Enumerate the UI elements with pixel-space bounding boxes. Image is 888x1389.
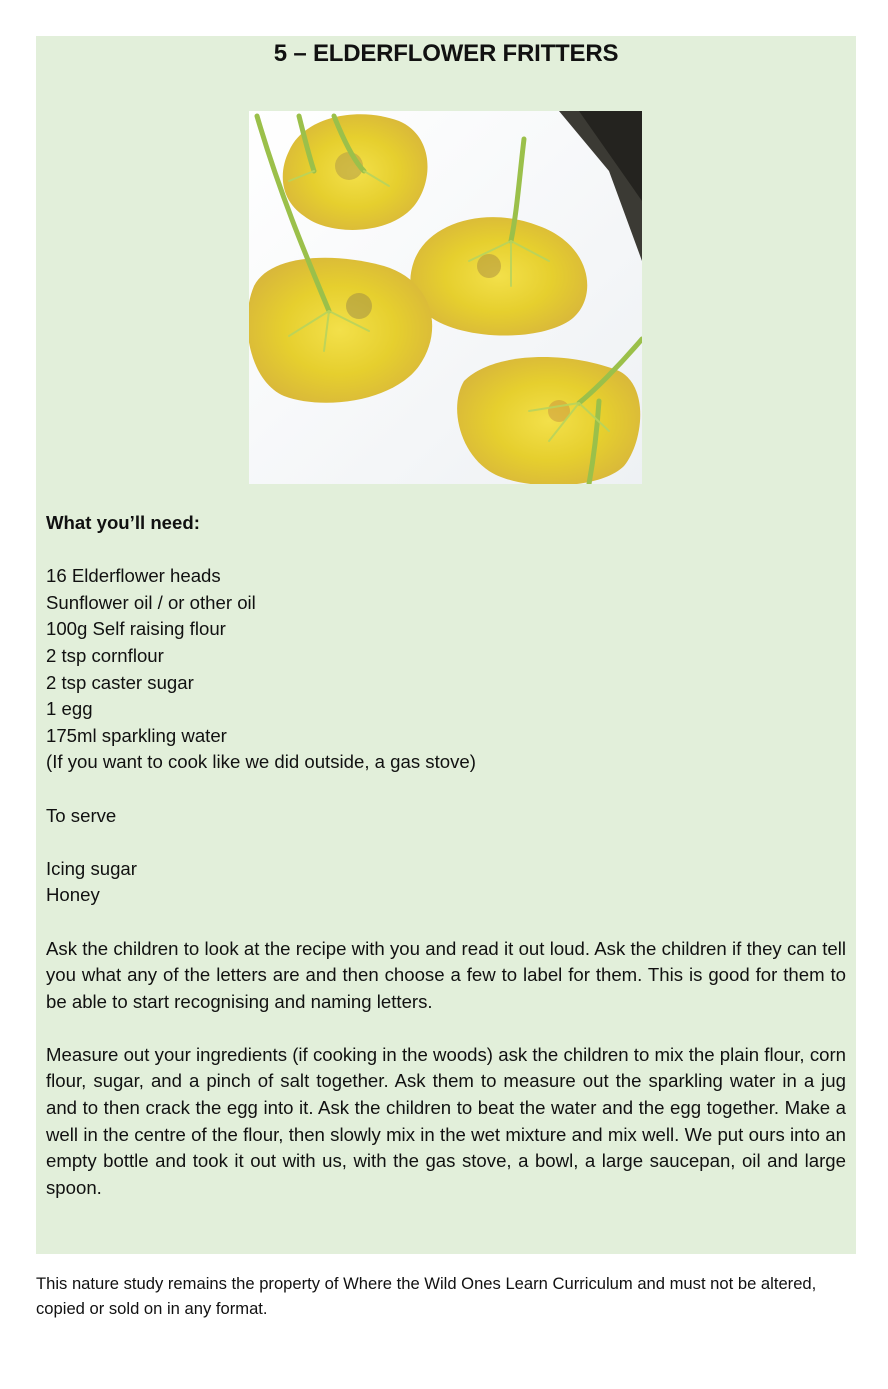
ingredients-list bbox=[46, 563, 846, 776]
list-item: 1 egg bbox=[46, 698, 93, 720]
list-item: 2 tsp caster sugar bbox=[46, 671, 194, 693]
list-item: 16 Elderflower heads bbox=[46, 565, 221, 587]
instruction-paragraph-1: Ask the children to look at the recipe with you and read it out loud. Ask the children if they can tell you what any of the letters are and then choose a few to label for them. This is good for them to be able to start recognising and naming letters. bbox=[46, 937, 846, 1012]
serve-list bbox=[46, 856, 846, 909]
copyright-footer: This nature study remains the property of Where the Wild Ones Learn Curriculum and must not be altered, copied or sold on in any format. bbox=[36, 1274, 817, 1318]
page-title: 5 – ELDERFLOWER FRITTERS bbox=[273, 40, 619, 67]
list-item: Sunflower oil / or other oil bbox=[46, 591, 256, 613]
recipe-content bbox=[46, 510, 846, 1201]
serve-heading: To serve bbox=[46, 804, 117, 826]
list-item: Icing sugar bbox=[46, 857, 137, 879]
list-item: 100g Self raising flour bbox=[46, 618, 226, 640]
list-item: 175ml sparkling water bbox=[46, 724, 227, 746]
list-item: (If you want to cook like we did outside, a gas stove) bbox=[46, 751, 476, 773]
list-item: 2 tsp cornflour bbox=[46, 644, 164, 666]
instruction-paragraph-2: Measure out your ingredients (if cooking in the woods) ask the children to mix the plain flour, corn flour, sugar, and a pinch of salt together. Ask them to measure out the sparkling water in a jug and to then crack the egg into it. Ask the children to beat the water and the egg together. Make a well in the centre of the flour, then slowly mix in the wet mixture and mix well. We put ours into an empty bottle and took it out with us, with the gas stove, a bowl, a large saucepan, oil and large spoon. bbox=[46, 1043, 846, 1198]
needs-heading: What you’ll need: bbox=[46, 512, 200, 533]
list-item: Honey bbox=[46, 884, 100, 906]
elderflower-fritters-photo bbox=[249, 111, 642, 484]
